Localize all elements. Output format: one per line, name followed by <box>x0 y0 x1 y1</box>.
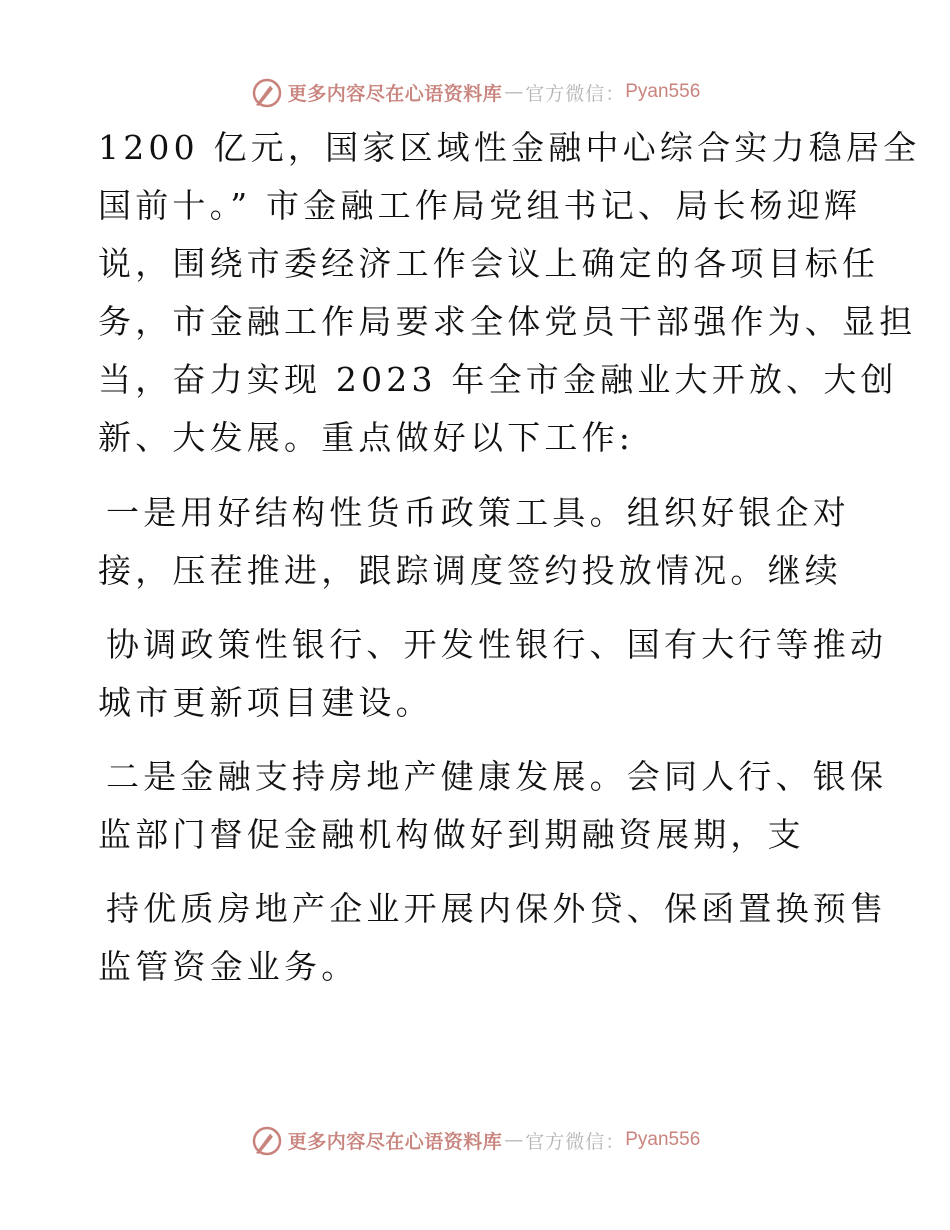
text-line: 国前十。” 市金融工作局党组书记、局长杨迎辉 <box>98 186 862 225</box>
text-line: 1200 亿元，国家区域性金融中心综合实力稳居全 <box>98 128 921 167</box>
watermark-wechat-label: 官方微信： <box>525 82 626 105</box>
watermark-wechat-id: Pyan556 <box>625 81 701 102</box>
watermark-wechat-id: Pyan556 <box>625 1129 701 1150</box>
watermark-dash: — <box>504 1129 524 1151</box>
text-line: 一是用好结构性货币政策工具。组织好银企对 <box>106 493 850 532</box>
text-line: 持优质房地产企业开展内保外贷、保函置换预售 <box>106 889 888 928</box>
watermark-library-text: 更多内容尽在心语资料库 <box>287 82 503 105</box>
text-line: 城市更新项目建设。 <box>98 683 433 722</box>
pen-logo-icon <box>250 75 284 109</box>
header-watermark <box>0 72 950 112</box>
text-line: 监管资金业务。 <box>98 947 359 986</box>
text-line: 二是金融支持房地产健康发展。会同人行、银保 <box>106 757 888 796</box>
text-line: 新、大发展。重点做好以下工作: <box>98 418 635 457</box>
watermark-dash: — <box>504 81 524 103</box>
text-line: 协调政策性银行、开发性银行、国有大行等推动 <box>106 625 888 664</box>
text-line: 当，奋力实现 2023 年全市金融业大开放、大创 <box>98 360 898 399</box>
text-line: 接，压茬推进，跟踪调度签约投放情况。继续 <box>98 551 842 590</box>
text-line: 说，围绕市委经济工作会议上确定的各项目标任 <box>98 244 880 283</box>
footer-watermark <box>0 1120 950 1160</box>
text-line: 监部门督促金融机构做好到期融资展期，支 <box>98 815 805 854</box>
text-line: 务，市金融工作局要求全体党员干部强作为、显担 <box>98 302 917 341</box>
watermark-wechat-label: 官方微信： <box>525 1130 626 1153</box>
pen-logo-icon <box>250 1123 284 1157</box>
watermark-library-text: 更多内容尽在心语资料库 <box>287 1130 503 1153</box>
